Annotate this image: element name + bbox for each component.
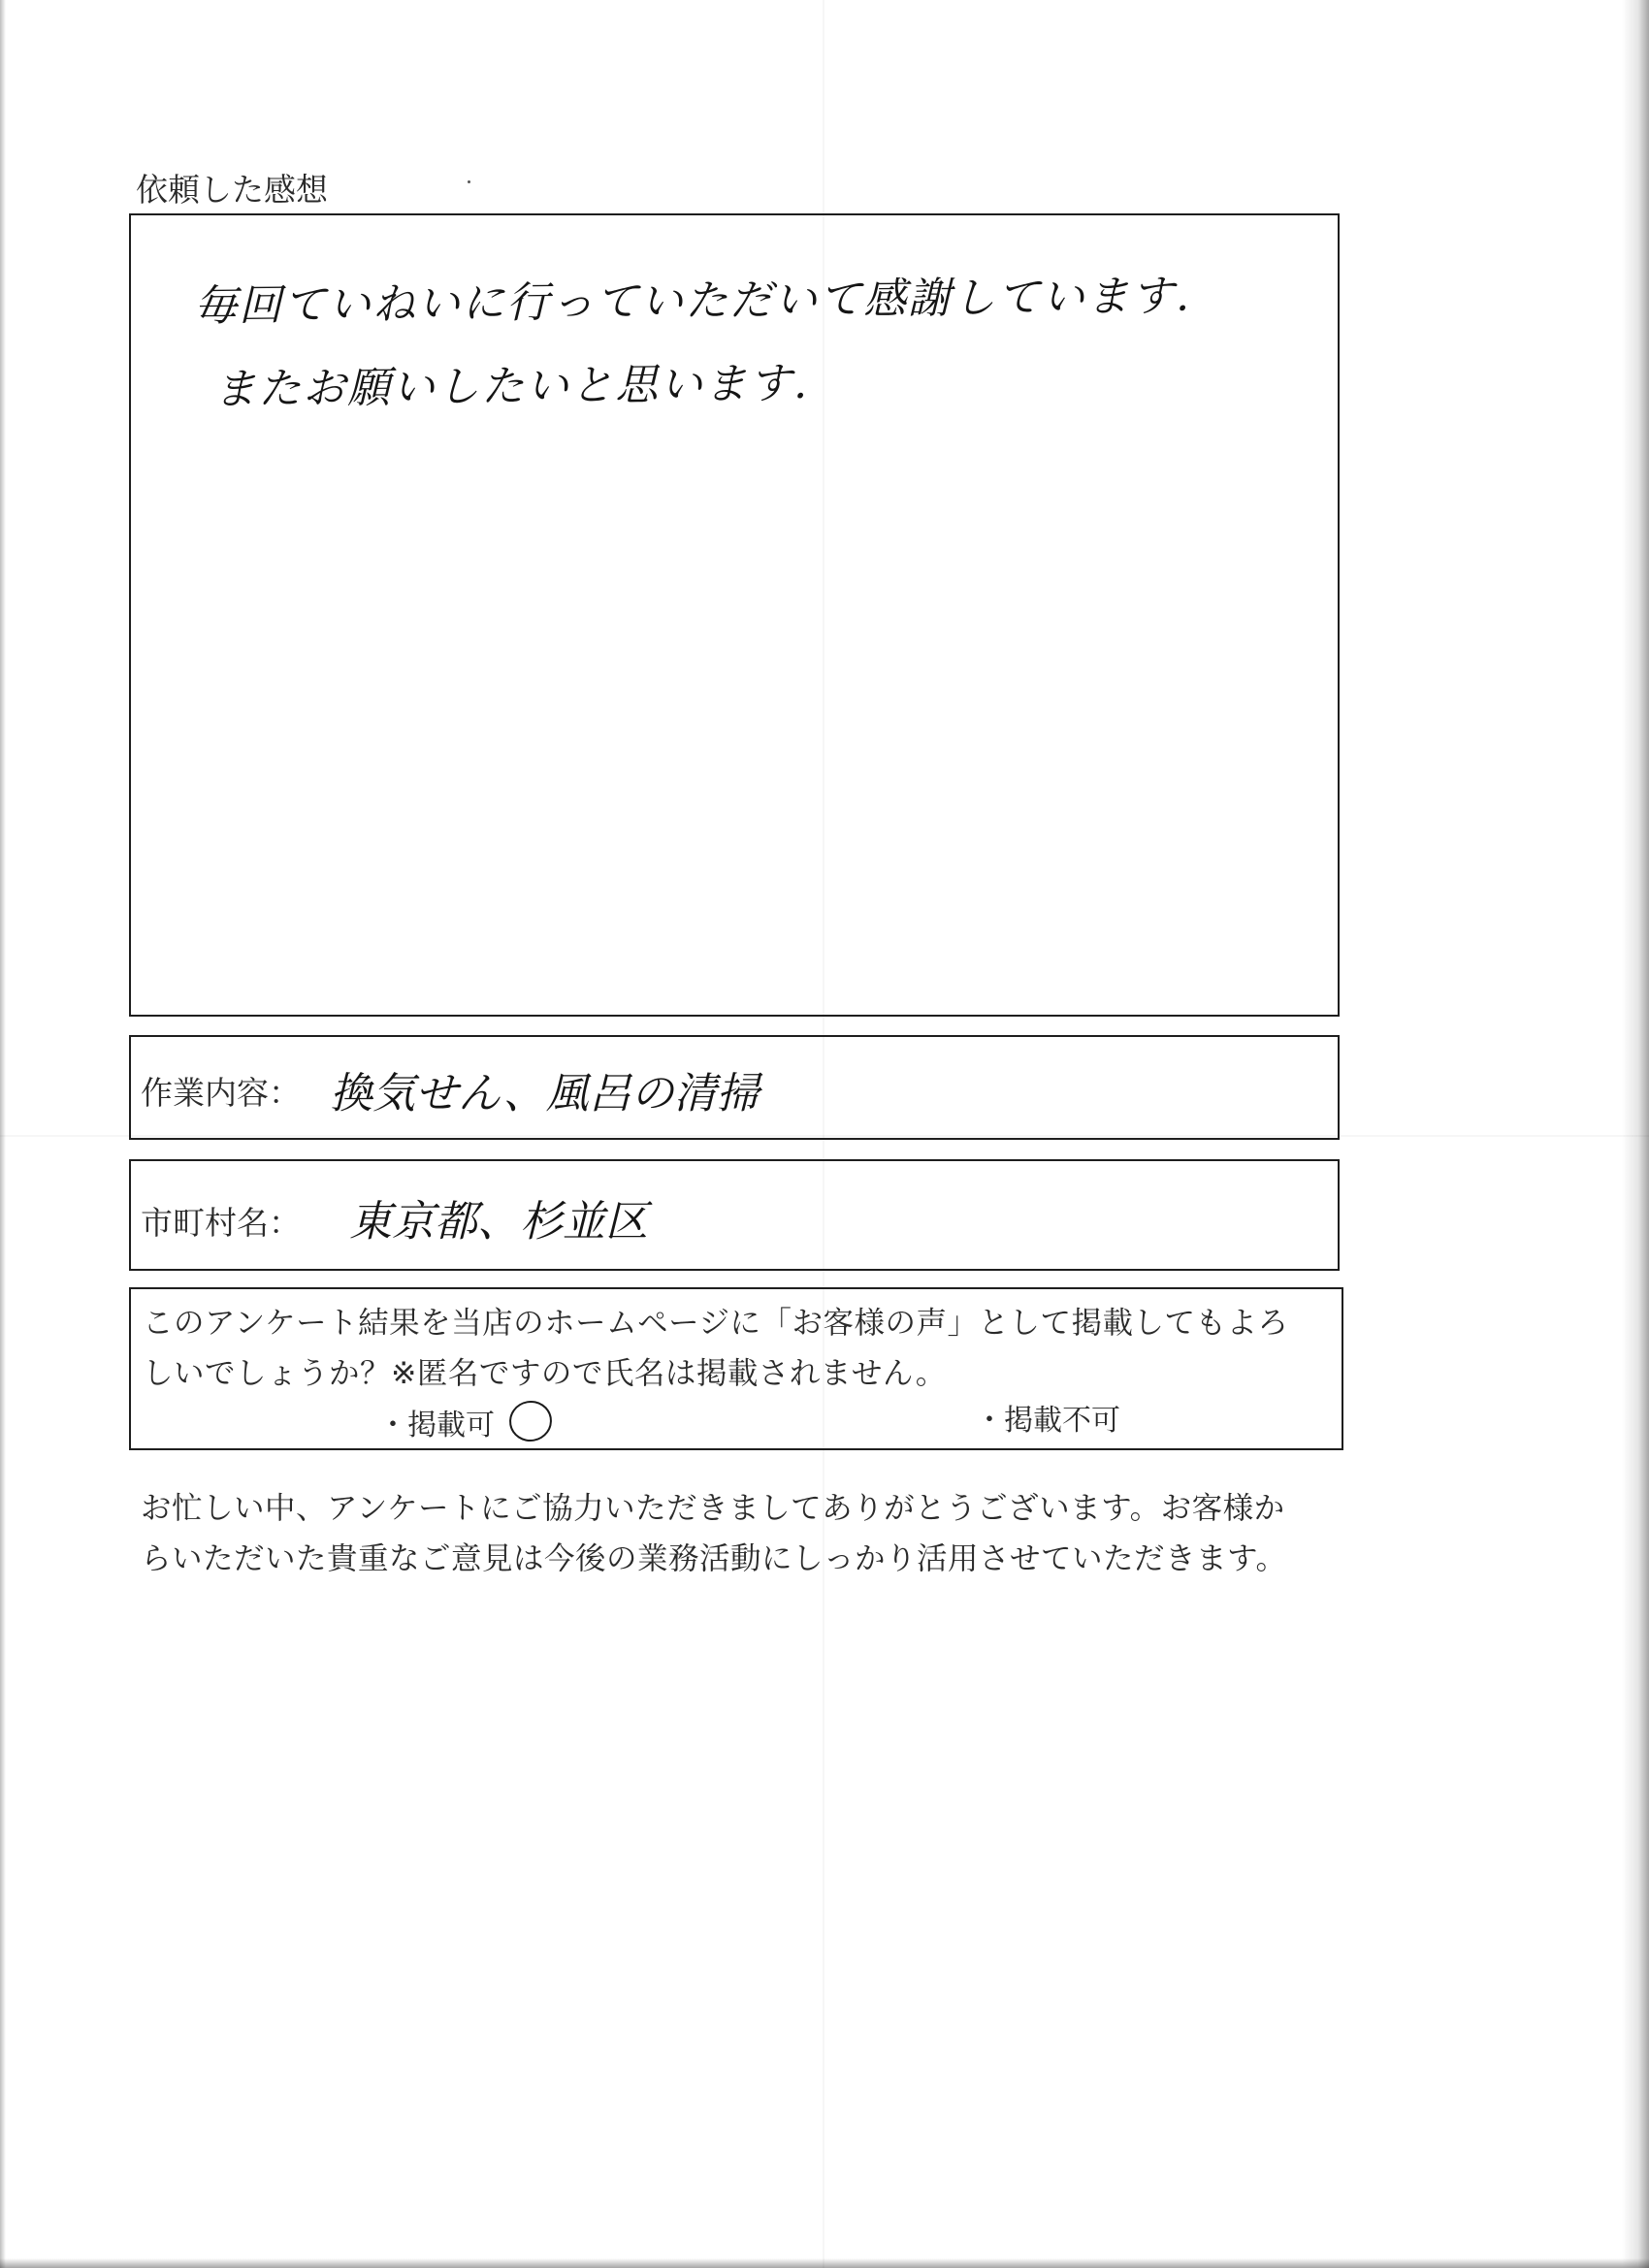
consent-box — [129, 1287, 1343, 1450]
footer-thanks-line-2: らいただいた貴重なご意見は今後の業務活動にしっかり活用させていただきます。 — [141, 1541, 1287, 1576]
scan-speck — [468, 180, 470, 183]
consent-question-line-2: しいでしょうか？※匿名ですので氏名は掲載されません。 — [143, 1356, 947, 1391]
consent-option-deny: ・掲載不可 — [975, 1404, 1120, 1438]
city-label: 市町村名： — [141, 1204, 301, 1242]
work-content-label: 作業内容： — [141, 1074, 301, 1112]
consent-option-allow-label: ・掲載可 — [378, 1409, 495, 1442]
selected-circle-mark — [506, 1397, 556, 1444]
impression-box — [129, 213, 1340, 1017]
work-content-box — [129, 1035, 1340, 1140]
city-value: 東京都、杉並区 — [349, 1197, 648, 1247]
consent-question-line-1: このアンケート結果を当店のホームページに「お客様の声」として掲載してもよろ — [143, 1306, 1289, 1341]
scan-edge-left — [0, 0, 6, 2268]
footer-thanks-line-1: お忙しい中、アンケートにご協力いただきましてありがとうございます。お客様か — [141, 1491, 1285, 1526]
work-content-value: 換気せん、風呂の清掃 — [330, 1069, 760, 1118]
impression-heading: 依頼した感想 — [136, 171, 328, 209]
scan-edge-bottom — [0, 2258, 1649, 2268]
impression-comment-line-2: またお願いしたいと思います. — [212, 358, 810, 415]
city-box — [129, 1159, 1340, 1271]
consent-option-allow — [378, 1401, 495, 1443]
scan-edge-right — [1622, 0, 1649, 2268]
impression-comment-line-1: 毎回ていねいに行っていただいて感謝しています. — [193, 271, 1192, 332]
